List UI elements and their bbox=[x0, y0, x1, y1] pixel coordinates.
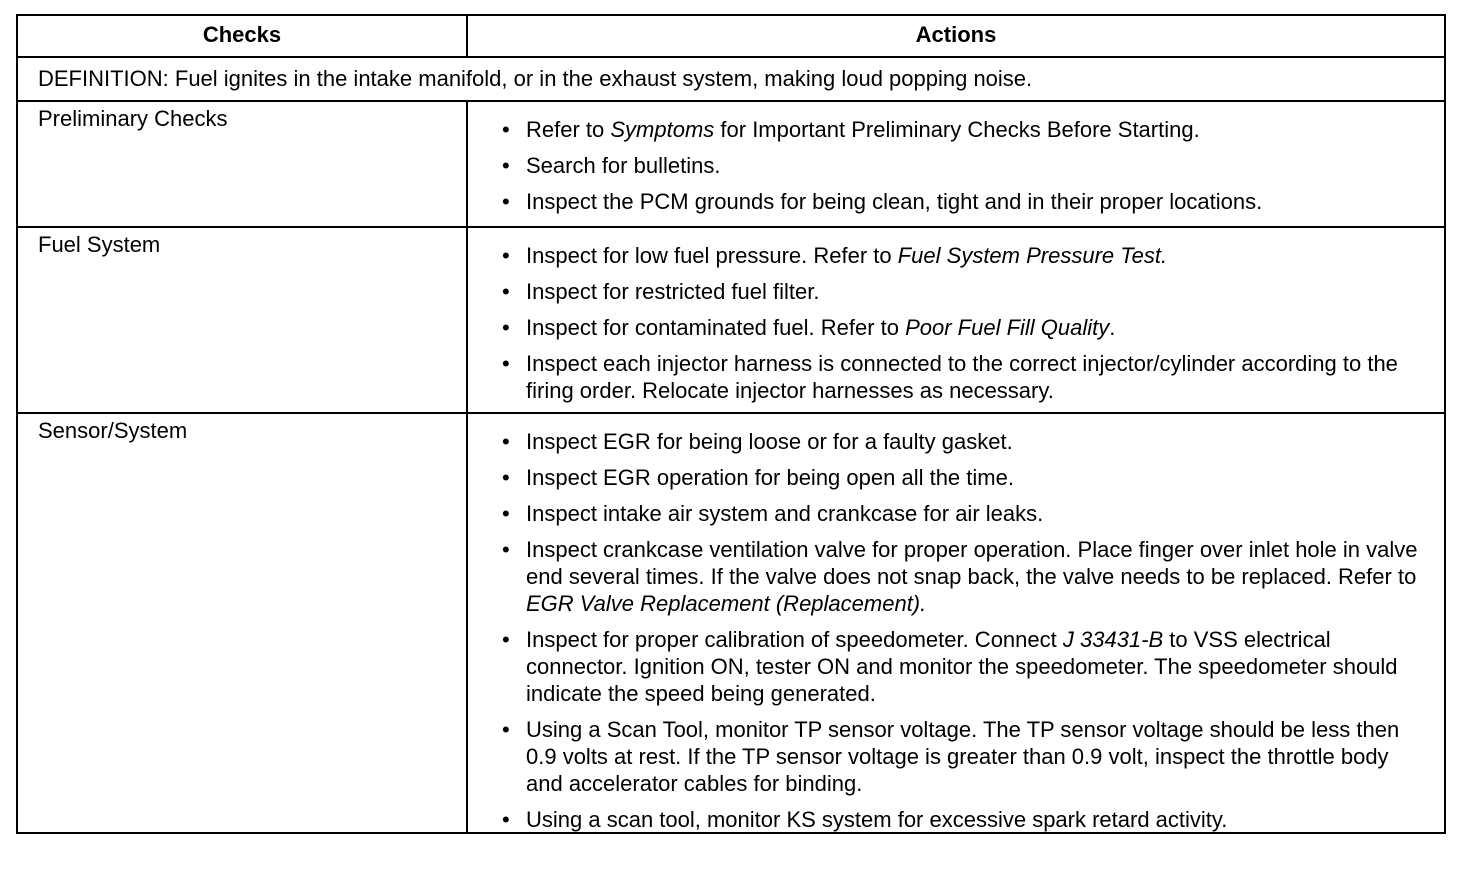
action-cell bbox=[468, 102, 1444, 226]
header-actions: Actions bbox=[915, 22, 997, 47]
action-list bbox=[502, 116, 1424, 215]
check-label: Sensor/System bbox=[18, 414, 468, 832]
list-item: • Inspect for restricted fuel filter. bbox=[502, 278, 1424, 305]
check-label: Fuel System bbox=[18, 228, 468, 412]
list-item: • Inspect EGR for being loose or for a faulty gasket. bbox=[502, 428, 1424, 455]
action-cell bbox=[468, 228, 1444, 412]
list-item: • Inspect crankcase ventilation valve for proper operation. Place finger over inlet hole in valve end several times. If the valve does not snap back, the valve needs to be replaced. Refer to EGR Valve Replacement (Replacement). bbox=[502, 536, 1424, 617]
table-header-row bbox=[18, 16, 1444, 56]
list-item: • Search for bulletins. bbox=[502, 152, 1424, 179]
list-item: • Inspect for contaminated fuel. Refer to Poor Fuel Fill Quality. bbox=[502, 314, 1424, 341]
table-row bbox=[18, 412, 1444, 832]
check-label: Preliminary Checks bbox=[18, 102, 468, 226]
list-item: • Using a scan tool, monitor KS system for excessive spark retard activity. bbox=[502, 806, 1424, 833]
diagnostic-table bbox=[16, 14, 1446, 834]
definition-row bbox=[18, 56, 1444, 100]
action-list bbox=[502, 428, 1424, 833]
action-list bbox=[502, 242, 1424, 404]
list-item: • Using a Scan Tool, monitor TP sensor voltage. The TP sensor voltage should be less then 0.9 volts at rest. If the TP sensor voltage is greater than 0.9 volt, inspect the throttle body and accelerator cables for binding. bbox=[502, 716, 1424, 797]
header-checks: Checks bbox=[18, 16, 468, 56]
table-row bbox=[18, 100, 1444, 226]
action-cell bbox=[468, 414, 1444, 832]
list-item: • Inspect for low fuel pressure. Refer to Fuel System Pressure Test. bbox=[502, 242, 1424, 269]
table-row bbox=[18, 226, 1444, 412]
list-item: • Inspect EGR operation for being open all the time. bbox=[502, 464, 1424, 491]
list-item: • Refer to Symptoms for Important Preliminary Checks Before Starting. bbox=[502, 116, 1424, 143]
list-item: • Inspect intake air system and crankcase for air leaks. bbox=[502, 500, 1424, 527]
list-item: • Inspect for proper calibration of speedometer. Connect J 33431-B to VSS electrical connector. Ignition ON, tester ON and monitor the speedometer. The speedometer should indicate the speed being generated. bbox=[502, 626, 1424, 707]
list-item: • Inspect each injector harness is connected to the correct injector/cylinder according to the firing order. Relocate injector harnesses as necessary. bbox=[502, 350, 1424, 404]
definition-text: DEFINITION: Fuel ignites in the intake manifold, or in the exhaust system, making loud popping noise. bbox=[38, 66, 1033, 91]
list-item: • Inspect the PCM grounds for being clean, tight and in their proper locations. bbox=[502, 188, 1424, 215]
